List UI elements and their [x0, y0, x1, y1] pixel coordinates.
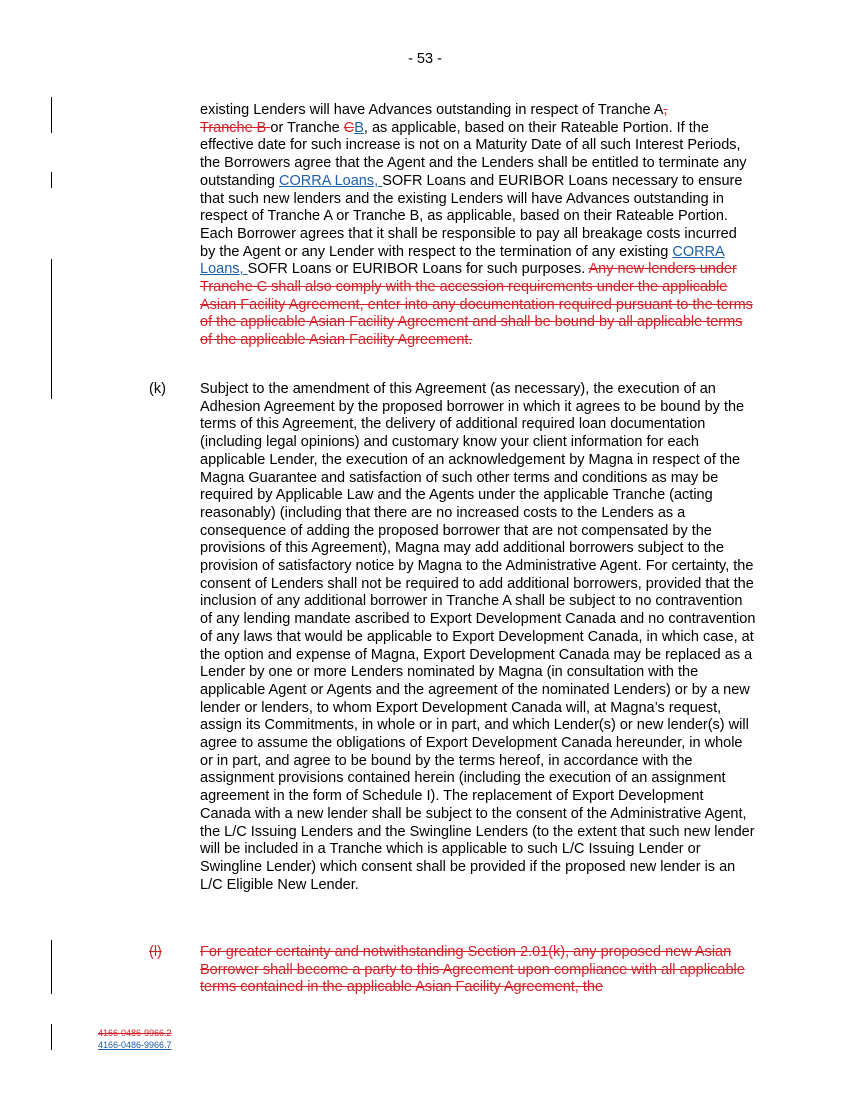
- text-run: existing Lenders will have Advances outstanding in respect of Tranche A: [200, 102, 664, 118]
- deleted-text: Any new lenders under Tranche C shall also comply with the accession requirements under the applicable Asian Facility Agreement, enter into any documentation required pursuant to the terms of the applicable Asian Facility Agreement and shall be bound by all applicable terms of the applicable Asian Facility Agreement.: [200, 261, 753, 349]
- inserted-text: B: [354, 119, 364, 136]
- change-bar: [51, 940, 52, 994]
- inserted-link-corra-loans[interactable]: CORRA Loans,: [279, 172, 383, 189]
- clause-k-text: Subject to the amendment of this Agreement (as necessary), the execution of an Adhesion Agreement by the proposed borrower in which it agrees to be bound by the terms of this Agreement, the delivery of additional required loan documentation (including legal opinions) and customary know your client information for each applicable Lender, the execution of an acknowledgement by Magna in respect of the Magna Guarantee and satisfaction of such other terms and conditions as may be required by Applicable Law and the Agents under the applicable Tranche (acting reasonably) (including that there are no increased costs to the Lenders as a consequence of adding the proposed borrower that are not compensated by the provisions of this Agreement), Magna may add additional borrowers subject to the provision of satisfactory notice by Magna to the Administrative Agent. For certainty, the consent of Lenders shall not be required to add additional borrowers, provided that the inclusion of any additional borrower in Tranche A shall be subject to no contravention of any lending mandate ascribed to Export Development Canada and no contravention of any laws that would be applicable to Export Development Canada, in which case, at the option and expense of Magna, Export Development Canada may be replaced as a Lender by one or more Lenders nominated by Magna (in consultation with the applicable Agent or Agents and the agreement of the nominated Lenders) or by a new lender or lenders, to whom Export Development Canada will, at Magna’s request, assign its Commitments, in whole or in part, and which Lender(s) or new lender(s) will agree to assume the obligations of Export Development Canada hereunder, in whole or in part, and agree to be bound by the terms hereof, in accordance with the assignment provisions contained herein (including the execution of an assignment agreement in the form of Schedule I). The replacement of Export Development Canada with a new lender shall be subject to the consent of the Administrative Agent, the L/C Issuing Lenders and the Swingline Lenders (to the extent that such new lender will be included in a Tranche which is applicable to such L/C Issuing Lender or Swingline Lender) which consent shall be provided if the proposed new lender is an L/C Eligible New Lender.: [200, 381, 756, 893]
- change-bar: [51, 1024, 52, 1050]
- change-bar: [51, 259, 52, 399]
- deleted-text: ,: [663, 102, 668, 118]
- inserted-link-corra-loans[interactable]: CORRA Loans,: [200, 243, 725, 278]
- text-run: or Tranche: [270, 119, 344, 136]
- change-bar: [51, 97, 52, 133]
- text-run: SOFR Loans and EURIBOR Loans necessary to ensure that such new lenders and the existing Lenders will have Advances outstanding in respect of Tranche A or Tranche B, as applicable, based on their Rateable Portion. Each Borrower agrees that it shall be responsible to pay all breakage costs incurred by the Agent or any Lender with respect to the termination of any existing: [200, 172, 743, 260]
- deleted-text: Tranche B: [200, 119, 271, 136]
- clause-l-text: For greater certainty and notwithstanding Section 2.01(k), any proposed new Asian Borrower shall become a party to this Agreement upon compliance with all applicable terms contained in the applicable Asian Facility Agreement, the: [200, 944, 745, 996]
- text-run: , as applicable, based on their Rateable Portion. If the effective date for such increase is not on a Maturity Date of all such Interest Periods, the Borrowers agree that the Agent and the Lenders shall be entitled to terminate any outstanding: [200, 119, 747, 189]
- text-run: SOFR Loans or EURIBOR Loans for such purposes.: [247, 261, 589, 278]
- deleted-text: C: [343, 119, 355, 136]
- footer-new-document-id: 4166-0486-9966.7: [98, 1040, 172, 1050]
- paragraph-continued: [200, 102, 756, 350]
- clause-label-l: (l): [149, 944, 162, 960]
- footer-old-document-id: 4166-0486-9966.2: [98, 1028, 172, 1038]
- change-bar: [51, 172, 52, 188]
- page-number: - 53 -: [408, 51, 442, 67]
- clause-label-k: (k): [149, 381, 166, 397]
